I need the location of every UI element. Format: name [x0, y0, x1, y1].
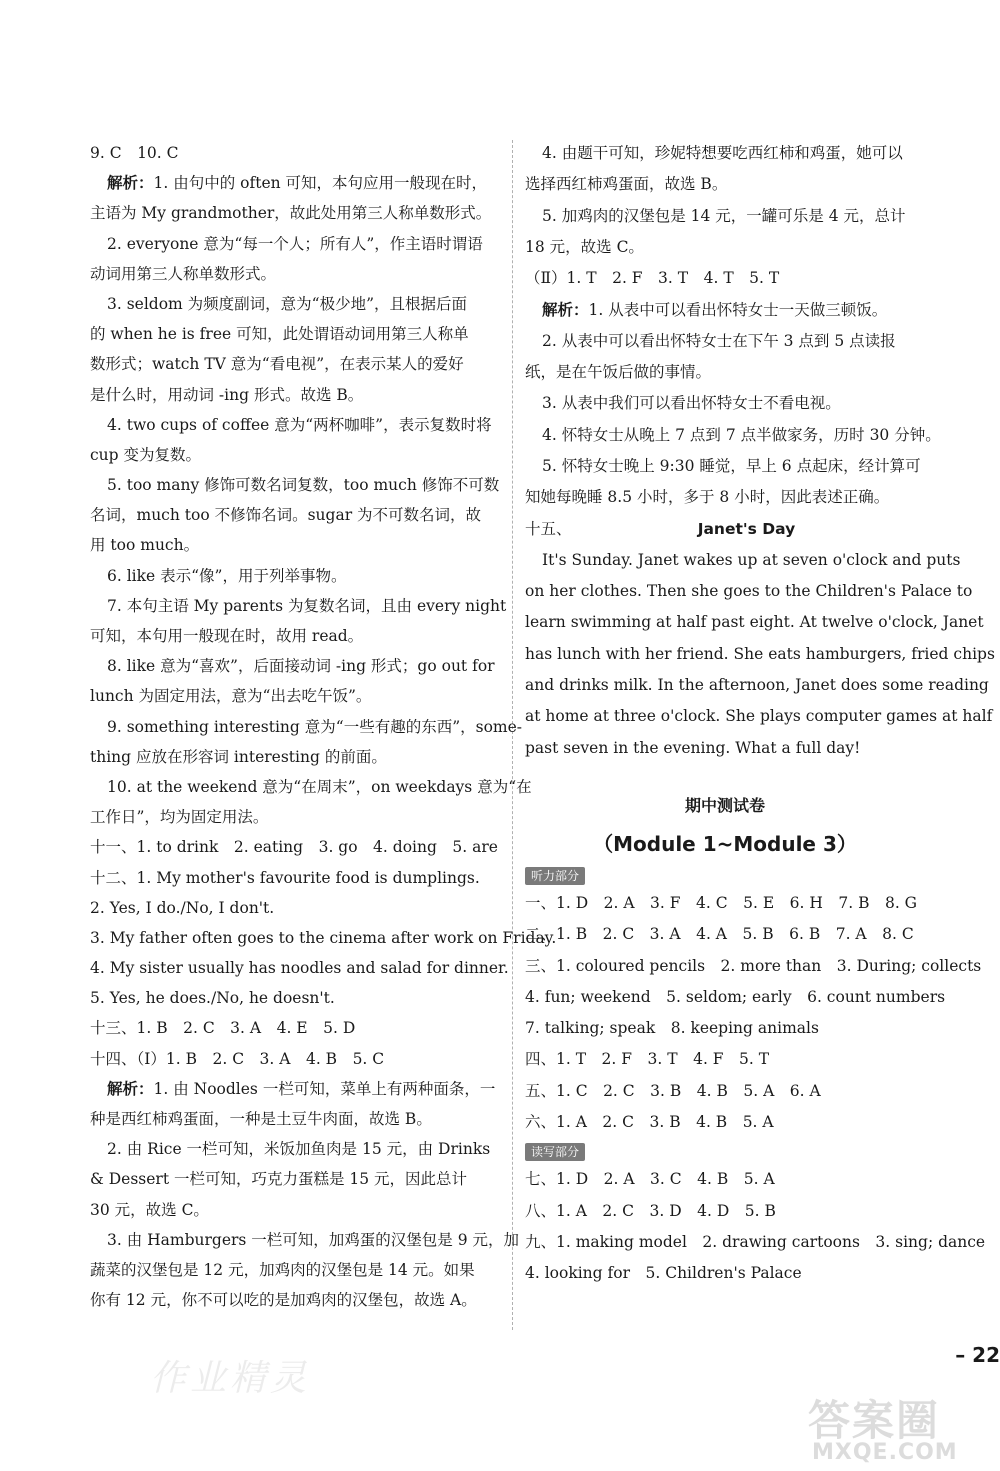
text-line: 2. 由 Rice 一栏可知，米饭加鱼肉是 15 元，由 Drinks: [107, 1140, 491, 1159]
reading-answers: [525, 1164, 986, 1289]
text-line: 种是西红柿鸡蛋面，一种是土豆牛肉面，故选 B。: [90, 1110, 432, 1128]
text-line: 数形式；watch TV 意为“看电视”，在表示某人的爱好: [90, 355, 464, 374]
essay-number: 十五、: [525, 519, 572, 538]
listening-answers: [525, 888, 982, 1138]
text-line: 是什么时，用动词 -ing 形式。故选 B。: [90, 385, 364, 404]
text-line: 4. My sister usually has noodles and salad for dinner.: [90, 959, 509, 978]
text-line: 六、1. A 2. C 3. B 4. B 5. A: [525, 1113, 774, 1132]
watermark-text: 作业精灵: [150, 1358, 311, 1399]
right-column: [525, 138, 995, 1290]
text-line: has lunch with her friend. She eats hamburgers, fried chips: [525, 644, 995, 663]
text-line: 的 when he is free 可知，此处谓语动词用第三人称单: [90, 325, 469, 344]
text-line: 5. too many 修饰可数名词复数，too much 修饰不可数: [107, 476, 500, 495]
text-line: 四、1. T 2. F 3. T 4. F 5. T: [525, 1050, 770, 1069]
essay-heading: [525, 514, 925, 545]
answer-analysis-continued: [525, 138, 941, 514]
text-line: 3. 从表中我们可以看出怀特女士不看电视。: [542, 394, 841, 413]
text-line: 五、1. C 2. C 3. B 4. B 5. A 6. A: [525, 1081, 821, 1100]
text-line: 九、1. making model 2. drawing cartoons 3. sing; dance: [525, 1232, 986, 1251]
text-line: 3. My father often goes to the cinema after work on Friday.: [90, 928, 557, 947]
listening-section-tag: 听力部分: [525, 867, 585, 885]
text-line: 一、1. D 2. A 3. F 4. C 5. E 6. H 7. B 8. G: [525, 893, 918, 912]
page-number: – 22: [955, 1343, 1000, 1367]
text-line: 十三、1. B 2. C 3. A 4. E 5. D: [90, 1019, 356, 1038]
reading-section-tag: 读写部分: [525, 1143, 585, 1161]
text-line: 18 元，故选 C。: [525, 237, 644, 256]
text-line: 三、1. coloured pencils 2. more than 3. During; collects: [525, 956, 982, 975]
text-line: 八、1. A 2. C 3. D 4. D 5. B: [525, 1201, 776, 1220]
text-line: 4. 怀特女士从晚上 7 点到 7 点半做家务，历时 30 分钟。: [542, 425, 941, 444]
text-line: thing 应放在形容词 interesting 的前面。: [90, 747, 387, 766]
text-line: 5. 怀特女士晚上 9:30 睡觉，早上 6 点起床，经计算可: [542, 456, 921, 475]
text-line: 2. Yes, I do./No, I don't.: [90, 898, 275, 917]
text-line: learn swimming at half past eight. At twelve o'clock, Janet: [525, 613, 984, 632]
text-line: 你有 12 元，你不可以吃的是加鸡肉的汉堡包，故选 A。: [90, 1291, 477, 1310]
text-line: 3. seldom 为频度副词，意为“极少地”，且根据后面: [107, 294, 468, 313]
watermark-url: MXQE.COM: [812, 1440, 958, 1465]
text-line: It's Sunday. Janet wakes up at seven o'clock and puts: [542, 550, 961, 569]
text-line: 2. 从表中可以看出怀特女士在下午 3 点到 5 点读报: [542, 331, 896, 350]
text-line: and drinks milk. In the afternoon, Janet does some reading: [525, 676, 989, 695]
text-line: 7. 本句主语 My parents 为复数名词，且由 every night: [107, 596, 507, 615]
text-line: 纸，是在午饭后做的事情。: [525, 363, 712, 382]
watermark-logo: 答案圈: [808, 1396, 941, 1445]
text-line: 蔬菜的汉堡包是 12 元，加鸡肉的汉堡包是 14 元。如果: [90, 1260, 475, 1279]
text-line: 可知，本句用一般现在时，故用 read。: [90, 627, 364, 645]
text-line: 4. fun; weekend 5. seldom; early 6. count numbers: [525, 987, 946, 1006]
text-line: 8. like 意为“喜欢”，后面接动词 -ing 形式；go out for: [107, 657, 495, 676]
exam-title: 期中测试卷: [684, 795, 765, 815]
text-line: （Ⅱ）1. T 2. F 3. T 4. T 5. T: [525, 269, 780, 288]
analysis-label: 解析：: [542, 300, 589, 320]
text-line: 3. 由 Hamburgers 一栏可知，加鸡蛋的汉堡包是 9 元，加: [107, 1230, 520, 1249]
text-line: 30 元，故选 C。: [90, 1200, 209, 1219]
text-line: 工作日”，均为固定用法。: [90, 808, 269, 827]
text-line: 名词，much too 不修饰名词。sugar 为不可数名词，故: [90, 506, 482, 525]
text-line: 5. Yes, he does./No, he doesn't.: [90, 989, 335, 1008]
exam-subtitle: （Module 1~Module 3）: [593, 831, 857, 856]
text-line: 解析：1. 由 Noodles 一栏可知，菜单上有两种面条，一: [107, 1078, 496, 1098]
essay-body: [525, 545, 995, 764]
text-line: lunch 为固定用法，意为“出去吃午饭”。: [90, 687, 372, 706]
text-line: 二、1. B 2. C 3. A 4. A 5. B 6. B 7. A 8. C: [525, 925, 914, 944]
text-line: 解析：1. 由句中的 often 可知，本句应用一般现在时，: [107, 173, 488, 193]
text-line: 4. 由题干可知，珍妮特想要吃西红柿和鸡蛋，她可以: [542, 144, 903, 162]
text-line: 用 too much。: [90, 536, 200, 555]
analysis-label: 解析：: [107, 173, 154, 193]
text-line: 选择西红柿鸡蛋面，故选 B。: [525, 175, 728, 194]
text-line: 知她每晚睡 8.5 小时，多于 8 小时，因此表述正确。: [525, 488, 890, 507]
text-line: 2. everyone 意为“每一个人；所有人”，作主语时谓语: [107, 234, 483, 253]
text-line: cup 变为复数。: [90, 445, 202, 464]
text-line: 解析：1. 从表中可以看出怀特女士一天做三顿饭。: [542, 300, 888, 320]
text-line: & Dessert 一栏可知，巧克力蛋糕是 15 元，因此总计: [90, 1170, 468, 1189]
text-line: 七、1. D 2. A 3. C 4. B 5. A: [525, 1170, 775, 1189]
text-line: 动词用第三人称单数形式。: [90, 264, 277, 283]
text-line: 9. something interesting 意为“一些有趣的东西”，some-: [107, 717, 523, 736]
text-line: at home at three o'clock. She plays computer games at half: [525, 707, 993, 726]
text-line: past seven in the evening. What a full day!: [525, 738, 861, 757]
essay-title: Janet's Day: [697, 519, 796, 538]
analysis-label: 解析：: [107, 1078, 154, 1098]
text-line: 10. at the weekend 意为“在周末”，on weekdays 意为“在: [107, 777, 532, 796]
text-line: 7. talking; speak 8. keeping animals: [525, 1019, 819, 1038]
text-line: 十四、（Ⅰ）1. B 2. C 3. A 4. B 5. C: [90, 1049, 385, 1068]
text-line: 主语为 My grandmother，故此处用第三人称单数形式。: [90, 204, 492, 223]
text-line: 9. C 10. C: [90, 144, 179, 162]
text-line: 6. like 表示“像”，用于列举事物。: [107, 566, 347, 585]
text-line: 4. two cups of coffee 意为“两杯咖啡”，表示复数时将: [107, 415, 492, 434]
text-line: on her clothes. Then she goes to the Children's Palace to: [525, 582, 973, 601]
text-line: 5. 加鸡肉的汉堡包是 14 元，一罐可乐是 4 元，总计: [542, 206, 906, 225]
text-line: 十二、1. My mother's favourite food is dumplings.: [90, 868, 480, 887]
text-line: 十一、1. to drink 2. eating 3. go 4. doing 5. are: [90, 838, 498, 857]
text-line: 4. looking for 5. Children's Palace: [525, 1264, 802, 1283]
